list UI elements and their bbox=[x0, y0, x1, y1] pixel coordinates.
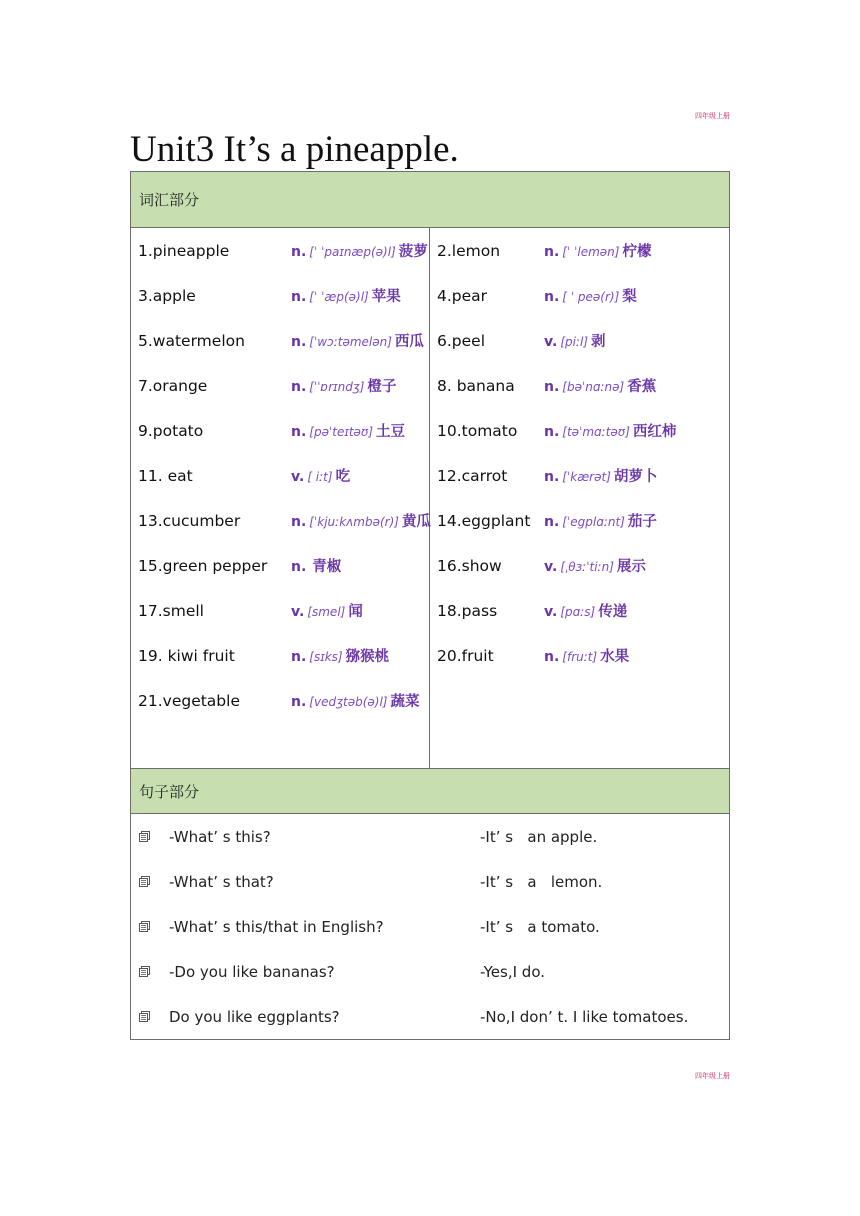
part-of-speech: v. bbox=[291, 604, 305, 620]
part-of-speech: n. bbox=[544, 244, 560, 260]
part-of-speech: v. bbox=[291, 469, 305, 485]
vocab-word: 1.pineapple bbox=[138, 241, 230, 260]
vocab-word: 18.pass bbox=[437, 601, 498, 620]
part-of-speech: n. bbox=[544, 469, 560, 485]
chinese-meaning: 菠萝 bbox=[398, 244, 428, 260]
vocab-definition bbox=[291, 645, 389, 666]
part-of-speech: n. bbox=[544, 649, 560, 665]
vocab-row bbox=[430, 588, 729, 633]
vocab-row bbox=[430, 228, 729, 273]
vocab-row bbox=[131, 588, 429, 633]
phonetic: [fruːt] bbox=[562, 650, 598, 664]
sentence-row bbox=[131, 949, 729, 994]
answer-text: -It’ s an apple. bbox=[480, 827, 598, 846]
chinese-meaning: 土豆 bbox=[376, 424, 406, 440]
sentence-row bbox=[131, 904, 729, 949]
header-note: 四年级上册 bbox=[695, 112, 730, 120]
vocab-row bbox=[131, 543, 429, 588]
page-title: Unit3 It’s a pineapple. bbox=[130, 129, 459, 170]
phonetic: [ˈˈɒrɪndʒ] bbox=[309, 380, 365, 394]
chinese-meaning: 西红柿 bbox=[632, 424, 677, 440]
chinese-meaning: 蔬菜 bbox=[390, 694, 420, 710]
chinese-meaning: 青椒 bbox=[312, 559, 342, 575]
phonetic: [piːl] bbox=[560, 335, 589, 349]
part-of-speech: n. bbox=[291, 334, 307, 350]
part-of-speech: n. bbox=[291, 514, 307, 530]
phonetic: [ˈkjuːkʌmbə(r)] bbox=[309, 515, 399, 529]
vocab-definition bbox=[291, 600, 363, 621]
part-of-speech: n. bbox=[291, 694, 307, 710]
phonetic: [pəˈteɪtəʊ] bbox=[309, 425, 374, 439]
vocab-column-right bbox=[430, 228, 729, 768]
vocab-definition bbox=[544, 555, 646, 576]
vocab-word: 9.potato bbox=[138, 421, 204, 440]
part-of-speech: n. bbox=[291, 244, 307, 260]
sentence-row bbox=[131, 859, 729, 904]
part-of-speech: v. bbox=[544, 604, 558, 620]
part-of-speech: n. bbox=[291, 424, 307, 440]
chinese-meaning: 传递 bbox=[598, 604, 628, 620]
answer-text: -Yes,I do. bbox=[480, 962, 546, 981]
vocab-row bbox=[430, 498, 729, 543]
question-text: Do you like eggplants? bbox=[169, 1007, 340, 1026]
part-of-speech: n. bbox=[291, 289, 307, 305]
vocab-definition bbox=[291, 690, 419, 711]
sentence-row bbox=[131, 994, 729, 1039]
vocab-row bbox=[430, 363, 729, 408]
vocab-row bbox=[430, 273, 729, 318]
phonetic: [ˈ ˈlemən] bbox=[562, 245, 620, 259]
vocab-definition bbox=[291, 375, 396, 396]
chinese-meaning: 吃 bbox=[335, 469, 351, 485]
answer-text: -It’ s a lemon. bbox=[480, 872, 603, 891]
part-of-speech: n. bbox=[291, 649, 307, 665]
vocab-table bbox=[131, 228, 729, 768]
vocab-row bbox=[430, 318, 729, 363]
vocab-word: 5.watermelon bbox=[138, 331, 245, 350]
phonetic: [pɑːs] bbox=[560, 605, 596, 619]
vocab-section-heading: 词汇部分 bbox=[131, 172, 729, 228]
vocab-definition bbox=[291, 555, 341, 576]
chinese-meaning: 展示 bbox=[616, 559, 646, 575]
vocab-word: 4.pear bbox=[437, 286, 488, 305]
chinese-meaning: 水果 bbox=[600, 649, 630, 665]
vocab-word: 17.smell bbox=[138, 601, 204, 620]
vocab-word: 8. banana bbox=[437, 376, 515, 395]
vocab-word: 10.tomato bbox=[437, 421, 518, 440]
phonetic: [ˈkærət] bbox=[562, 470, 611, 484]
vocab-row bbox=[131, 678, 429, 723]
chinese-meaning: 闻 bbox=[348, 604, 363, 620]
vocab-definition bbox=[291, 285, 401, 306]
sentence-section-heading: 句子部分 bbox=[131, 768, 729, 814]
phonetic: [ˈ ˈpaɪnæp(ə)l] bbox=[309, 245, 396, 259]
phonetic: [təˈmɑːtəʊ] bbox=[562, 425, 630, 439]
phonetic: [ ˈ peə(r)] bbox=[562, 290, 620, 304]
vocab-definition bbox=[291, 420, 405, 441]
vocab-row bbox=[131, 633, 429, 678]
phonetic: [bəˈnɑːnə] bbox=[562, 380, 625, 394]
vocab-word: 12.carrot bbox=[437, 466, 508, 485]
phonetic: [smel] bbox=[307, 605, 346, 619]
vocab-word: 21.vegetable bbox=[138, 691, 240, 710]
vocab-row bbox=[131, 363, 429, 408]
vocab-definition bbox=[544, 375, 656, 396]
vocab-definition bbox=[291, 330, 424, 351]
answer-text: -No,I don’ t. I like tomatoes. bbox=[480, 1007, 689, 1026]
vocab-word: 20.fruit bbox=[437, 646, 494, 665]
chinese-meaning: 西瓜 bbox=[394, 334, 424, 350]
phonetic: [ˈwɔːtəmelən] bbox=[309, 335, 392, 349]
vocab-definition bbox=[544, 510, 657, 531]
vocab-sheet bbox=[130, 171, 730, 1040]
vocab-word: 19. kiwi fruit bbox=[138, 646, 235, 665]
chinese-meaning: 黄瓜 bbox=[401, 514, 431, 530]
note-icon bbox=[139, 1011, 150, 1022]
footer-note: 四年级上册 bbox=[695, 1072, 730, 1080]
chinese-meaning: 柠檬 bbox=[622, 244, 652, 260]
vocab-definition bbox=[544, 240, 651, 261]
vocab-row bbox=[131, 408, 429, 453]
vocab-definition bbox=[544, 330, 606, 351]
phonetic: [sɪks] bbox=[309, 650, 343, 664]
vocab-row bbox=[430, 453, 729, 498]
sentence-list bbox=[131, 814, 729, 1039]
vocab-row bbox=[131, 228, 429, 273]
vocab-word: 7.orange bbox=[138, 376, 208, 395]
vocab-definition bbox=[291, 465, 350, 486]
vocab-word: 3.apple bbox=[138, 286, 196, 305]
phonetic: [ˈ ˈæp(ə)l] bbox=[309, 290, 369, 304]
part-of-speech: n. bbox=[291, 379, 307, 395]
note-icon bbox=[139, 921, 150, 932]
part-of-speech: n. bbox=[544, 289, 560, 305]
vocab-definition bbox=[544, 420, 676, 441]
question-text: -What’ s that? bbox=[169, 872, 274, 891]
question-text: -What’ s this? bbox=[169, 827, 271, 846]
vocab-definition bbox=[544, 600, 627, 621]
vocab-row bbox=[131, 498, 429, 543]
vocab-column-left bbox=[131, 228, 430, 768]
vocab-definition bbox=[544, 645, 629, 666]
chinese-meaning: 苹果 bbox=[371, 289, 401, 305]
part-of-speech: n. bbox=[544, 514, 560, 530]
vocab-word: 11. eat bbox=[138, 466, 193, 485]
vocab-definition bbox=[544, 285, 637, 306]
question-text: -What’ s this/that in English? bbox=[169, 917, 384, 936]
vocab-word: 15.green pepper bbox=[138, 556, 268, 575]
chinese-meaning: 梨 bbox=[622, 289, 637, 305]
chinese-meaning: 橙子 bbox=[367, 379, 397, 395]
phonetic: [ iːt] bbox=[307, 470, 333, 484]
part-of-speech: v. bbox=[544, 559, 558, 575]
vocab-row bbox=[430, 543, 729, 588]
phonetic: [ˌθɜːˈtiːn] bbox=[560, 560, 614, 574]
note-icon bbox=[139, 876, 150, 887]
answer-text: -It’ s a tomato. bbox=[480, 917, 600, 936]
chinese-meaning: 猕猴桃 bbox=[345, 649, 390, 665]
vocab-word: 14.eggplant bbox=[437, 511, 531, 530]
chinese-meaning: 香蕉 bbox=[627, 379, 657, 395]
note-icon bbox=[139, 831, 150, 842]
note-icon bbox=[139, 966, 150, 977]
vocab-word: 13.cucumber bbox=[138, 511, 241, 530]
vocab-row bbox=[430, 633, 729, 678]
chinese-meaning: 胡萝卜 bbox=[613, 469, 658, 485]
part-of-speech: n. bbox=[544, 424, 560, 440]
part-of-speech: v. bbox=[544, 334, 558, 350]
vocab-word: 6.peel bbox=[437, 331, 486, 350]
question-text: -Do you like bananas? bbox=[169, 962, 335, 981]
vocab-definition bbox=[291, 510, 431, 531]
vocab-word: 2.lemon bbox=[437, 241, 501, 260]
part-of-speech: n. bbox=[544, 379, 560, 395]
vocab-definition bbox=[544, 465, 657, 486]
vocab-row bbox=[131, 273, 429, 318]
phonetic: [ˈegplɑːnt] bbox=[562, 515, 625, 529]
chinese-meaning: 茄子 bbox=[627, 514, 657, 530]
vocab-row bbox=[131, 318, 429, 363]
part-of-speech: n. bbox=[291, 559, 307, 575]
sentence-row bbox=[131, 814, 729, 859]
vocab-word: 16.show bbox=[437, 556, 502, 575]
phonetic: [vedʒtəb(ə)l] bbox=[309, 695, 388, 709]
chinese-meaning: 剥 bbox=[591, 334, 606, 350]
vocab-row bbox=[430, 408, 729, 453]
vocab-definition bbox=[291, 240, 428, 261]
vocab-row bbox=[131, 453, 429, 498]
